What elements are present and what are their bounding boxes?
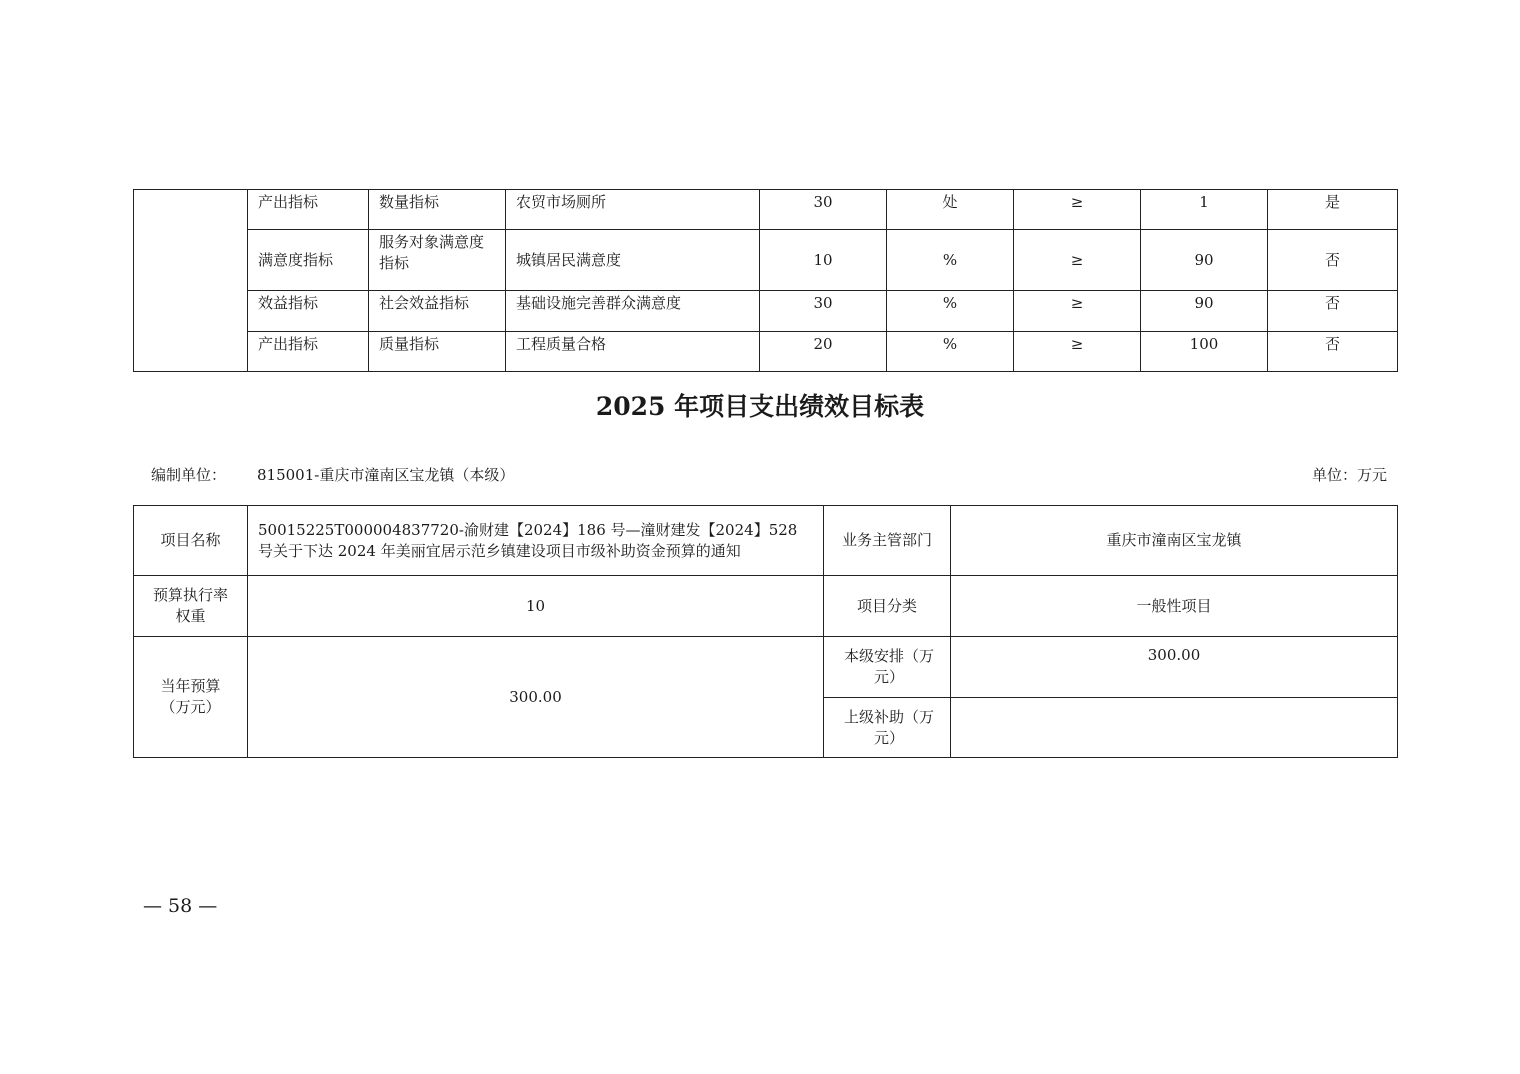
- table-row: [134, 637, 1398, 698]
- table-row: [134, 291, 1398, 332]
- level2-cell: 数量指标: [369, 190, 506, 230]
- project-info-table: [133, 505, 1398, 758]
- annual-budget-value: 300.00: [248, 637, 824, 758]
- exec-rate-value: 10: [248, 576, 824, 637]
- core-cell: 否: [1268, 230, 1398, 291]
- upper-subsidy-label: 上级补助（万元）: [824, 698, 951, 758]
- indicator-cell: 工程质量合格: [506, 332, 760, 372]
- weight-cell: 30: [760, 190, 887, 230]
- unit-cell: %: [887, 291, 1014, 332]
- weight-cell: 20: [760, 332, 887, 372]
- table-row: [134, 576, 1398, 637]
- indicator-cell: 基础设施完善群众满意度: [506, 291, 760, 332]
- local-allocation-value: 300.00: [951, 637, 1398, 698]
- level2-cell: 质量指标: [369, 332, 506, 372]
- weight-cell: 30: [760, 291, 887, 332]
- compiling-unit-label: 编制单位：: [151, 466, 227, 484]
- level1-cell: 产出指标: [248, 332, 369, 372]
- core-cell: 否: [1268, 332, 1398, 372]
- indicator-cell: 农贸市场厕所: [506, 190, 760, 230]
- unit-cell: %: [887, 230, 1014, 291]
- category-value: 一般性项目: [951, 576, 1398, 637]
- page-number: — 58 —: [143, 895, 218, 917]
- compiling-unit-value: 815001-重庆市潼南区宝龙镇（本级）: [257, 466, 515, 484]
- target-cell: 90: [1141, 230, 1268, 291]
- local-allocation-label: 本级安排（万元）: [824, 637, 951, 698]
- unit-cell: %: [887, 332, 1014, 372]
- table-row: [134, 506, 1398, 576]
- target-cell: 90: [1141, 291, 1268, 332]
- operator-cell: ≥: [1014, 230, 1141, 291]
- page-title: 2025 年项目支出绩效目标表: [595, 392, 925, 421]
- core-cell: 是: [1268, 190, 1398, 230]
- operator-cell: ≥: [1014, 291, 1141, 332]
- unit-cell: 处: [887, 190, 1014, 230]
- weight-cell: 10: [760, 230, 887, 291]
- level1-cell: 效益指标: [248, 291, 369, 332]
- blank-cell: [134, 190, 248, 372]
- level1-cell: 满意度指标: [248, 230, 369, 291]
- operator-cell: ≥: [1014, 190, 1141, 230]
- upper-subsidy-value: [951, 698, 1398, 758]
- project-name-label: 项目名称: [134, 506, 248, 576]
- level1-cell: 产出指标: [248, 190, 369, 230]
- indicator-table: [133, 189, 1398, 372]
- level2-cell: 社会效益指标: [369, 291, 506, 332]
- department-value: 重庆市潼南区宝龙镇: [951, 506, 1398, 576]
- core-cell: 否: [1268, 291, 1398, 332]
- project-name-value: 50015225T000004837720-渝财建【2024】186 号—潼财建发【2024】528 号关于下达 2024 年美丽宜居示范乡镇建设项目市级补助资金预算的通知: [248, 506, 824, 576]
- exec-rate-label: 预算执行率权重: [134, 576, 248, 637]
- annual-budget-label: 当年预算（万元）: [134, 637, 248, 758]
- level2-cell: 服务对象满意度指标: [369, 230, 506, 291]
- indicator-cell: 城镇居民满意度: [506, 230, 760, 291]
- target-cell: 100: [1141, 332, 1268, 372]
- currency-unit: 单位：万元: [1311, 466, 1387, 484]
- department-label: 业务主管部门: [824, 506, 951, 576]
- target-cell: 1: [1141, 190, 1268, 230]
- operator-cell: ≥: [1014, 332, 1141, 372]
- table-row: [134, 190, 1398, 230]
- table-row: [134, 332, 1398, 372]
- category-label: 项目分类: [824, 576, 951, 637]
- table-row: [134, 230, 1398, 291]
